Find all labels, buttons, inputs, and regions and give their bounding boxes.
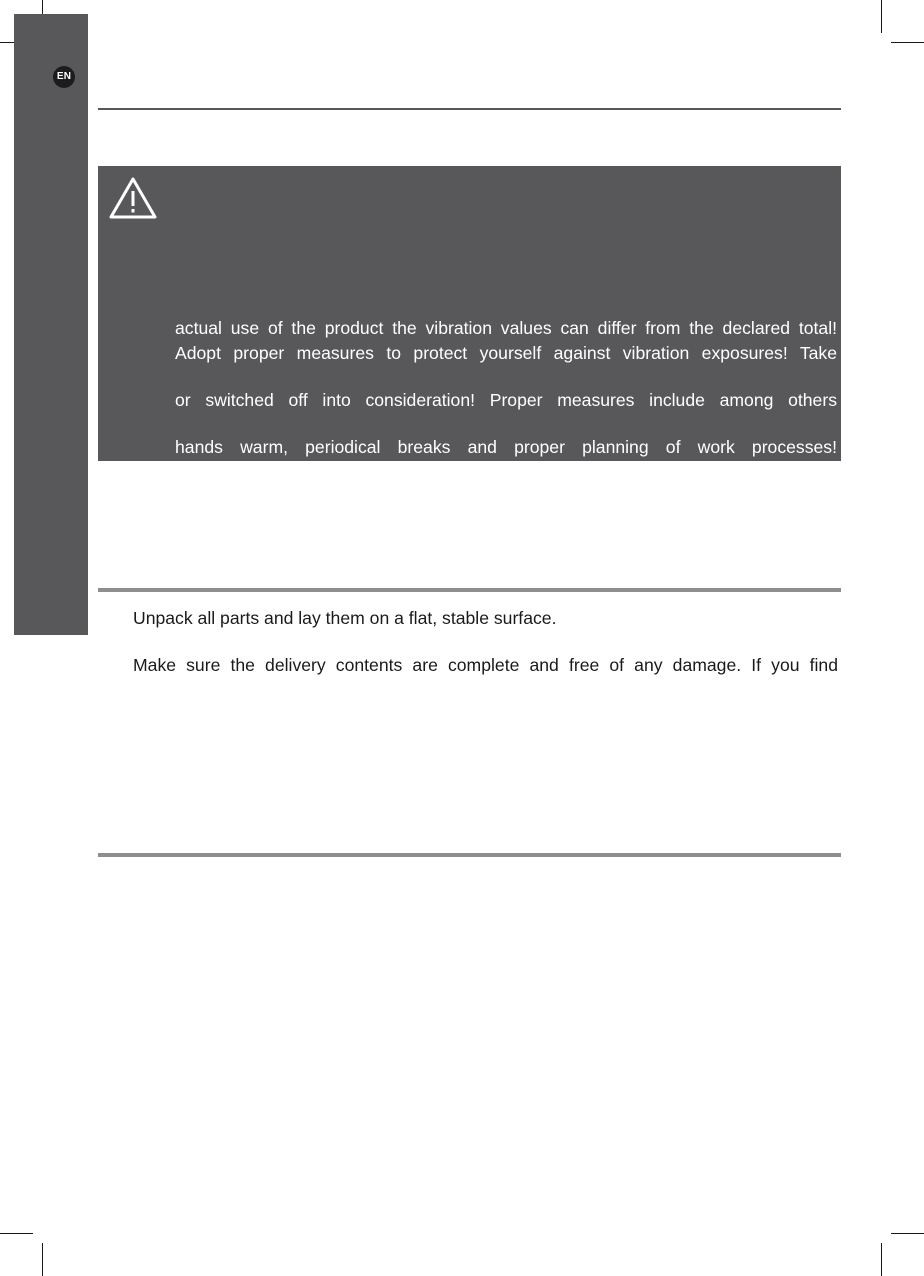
crop-mark bbox=[891, 1233, 924, 1234]
warning-text-line: actual use of the product the vibration values can differ from the declared total! bbox=[175, 318, 837, 338]
section-rule bbox=[98, 588, 841, 592]
crop-mark bbox=[881, 1243, 882, 1276]
crop-mark bbox=[0, 1233, 33, 1234]
section-rule bbox=[98, 853, 841, 857]
unpacking-text-line: Make sure the delivery contents are complete and free of any damage. If you find bbox=[133, 655, 838, 675]
language-tab-strip bbox=[14, 14, 88, 635]
unpacking-text-line: Unpack all parts and lay them on a flat, stable surface. bbox=[133, 608, 557, 628]
crop-mark bbox=[891, 42, 924, 43]
warning-box bbox=[98, 166, 841, 461]
warning-text-line: Adopt proper measures to protect yourself against vibration exposures! Take bbox=[175, 343, 837, 363]
crop-mark bbox=[881, 0, 882, 33]
warning-triangle-icon bbox=[108, 176, 158, 220]
warning-text-line: or switched off into consideration! Proper measures include among others bbox=[175, 390, 837, 410]
crop-mark bbox=[42, 1243, 43, 1276]
warning-text-line: hands warm, periodical breaks and proper planning of work processes! bbox=[175, 437, 837, 457]
header-rule bbox=[98, 108, 841, 110]
language-badge: EN bbox=[53, 66, 75, 88]
